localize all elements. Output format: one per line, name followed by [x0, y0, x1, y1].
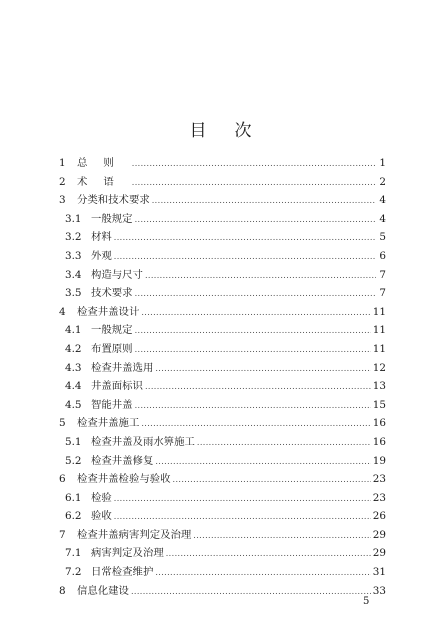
- toc-entry: [59, 544, 386, 563]
- toc-entry: [59, 340, 386, 359]
- toc-entry: [59, 359, 386, 378]
- toc-entry-number: 4.5: [65, 398, 82, 411]
- toc-entry-number: 4.3: [65, 361, 82, 374]
- dot-leader: [131, 587, 371, 596]
- toc-entry-label: 总则: [77, 157, 130, 169]
- dot-leader: [114, 233, 376, 242]
- dot-leader: [135, 401, 371, 410]
- toc-entry-label: 一般规定: [91, 324, 133, 337]
- dot-leader: [145, 271, 376, 280]
- toc-entry: [59, 321, 386, 340]
- toc-entry-label: 材料: [91, 231, 112, 244]
- toc-entry: [59, 247, 386, 266]
- toc-entry-number: 4.4: [65, 380, 82, 393]
- dot-leader: [135, 345, 371, 354]
- toc-entry-page: 1: [379, 157, 386, 169]
- toc-entry-page: 31: [372, 566, 386, 579]
- toc-entry-label: 一般规定: [91, 212, 133, 225]
- toc-entry-page: 29: [372, 547, 386, 560]
- page-title: [0, 116, 441, 141]
- toc-entry-page: 4: [379, 212, 386, 225]
- toc-entry-number: 8: [59, 584, 66, 597]
- toc-entry-page: 7: [379, 268, 386, 281]
- toc-entry-label: 信息化建设: [77, 584, 129, 597]
- dot-leader: [145, 382, 371, 391]
- toc-entry-page: 11: [372, 342, 386, 355]
- toc-entry-number: 3.1: [65, 212, 82, 225]
- dot-leader: [155, 457, 370, 466]
- toc-entry: [59, 210, 386, 229]
- toc-entry-number: 2: [59, 175, 66, 188]
- dot-leader: [197, 438, 371, 447]
- toc-entry: [59, 173, 386, 192]
- toc-entry-page: 7: [379, 287, 386, 300]
- dot-leader: [132, 159, 376, 168]
- toc-entry-number: 4.2: [65, 342, 82, 355]
- dot-leader: [135, 289, 376, 298]
- toc-entry-label: 检验: [91, 491, 112, 504]
- toc-entry-page: 23: [372, 491, 386, 504]
- toc-entry: [59, 414, 386, 433]
- toc-entry: [59, 526, 386, 545]
- toc-entry-number: 7.2: [65, 566, 82, 579]
- toc-entry: [59, 154, 386, 173]
- toc-entry-page: 33: [372, 584, 386, 597]
- toc-entry-label: 技术要求: [91, 287, 133, 300]
- toc-entry: [59, 470, 386, 489]
- toc-entry: [59, 284, 386, 303]
- toc-entry-label: 检查井盖施工: [77, 417, 140, 430]
- toc-entry: [59, 582, 386, 601]
- toc-entry-page: 16: [372, 417, 386, 430]
- dot-leader: [132, 178, 376, 187]
- toc-entry: [59, 303, 386, 322]
- toc-entry: [59, 191, 386, 210]
- toc-entry-number: 3.4: [65, 268, 82, 281]
- toc-entry: [59, 266, 386, 285]
- toc-entry: [59, 563, 386, 582]
- title-part-1: 目: [189, 121, 207, 141]
- dot-leader: [114, 252, 376, 261]
- toc-entry-page: 26: [372, 510, 386, 523]
- toc-entry: [59, 228, 386, 247]
- dot-leader: [141, 419, 370, 428]
- toc-entry-label: 外观: [91, 249, 112, 262]
- toc-entry-page: 15: [372, 398, 386, 411]
- toc-entry: [59, 507, 386, 526]
- dot-leader: [114, 512, 371, 521]
- toc-entry-label: 检查井盖及雨水箅施工: [91, 435, 195, 448]
- toc-entry-label: 分类和技术要求: [77, 194, 150, 207]
- dot-leader: [141, 308, 370, 317]
- toc-entry-label: 检查井盖病害判定及治理: [77, 528, 192, 541]
- toc-entry-label: 日常检查维护: [91, 566, 154, 579]
- toc-entry-number: 7: [59, 528, 66, 541]
- toc-entry: [59, 452, 386, 471]
- toc-entry-page: 29: [372, 528, 386, 541]
- toc-entry-page: 11: [372, 324, 386, 337]
- toc-entry-number: 4: [59, 305, 66, 318]
- toc-entry: [59, 396, 386, 415]
- toc-entry-label: 术语: [77, 175, 130, 188]
- dot-leader: [166, 549, 371, 558]
- toc-entry: [59, 433, 386, 452]
- toc-entry-page: 23: [372, 473, 386, 486]
- dot-leader: [152, 196, 376, 205]
- toc-entry-number: 3: [59, 194, 66, 207]
- dot-leader: [155, 364, 370, 373]
- dot-leader: [135, 215, 376, 224]
- toc-entry-number: 6.1: [65, 491, 82, 504]
- title-part-2: 次: [234, 121, 252, 141]
- dot-leader: [193, 531, 370, 540]
- toc-entry-number: 6.2: [65, 510, 82, 523]
- toc-entry-label: 构造与尺寸: [91, 268, 143, 281]
- toc-entry: [59, 377, 386, 396]
- dot-leader: [114, 494, 371, 503]
- toc-entry-label: 检查井盖选用: [91, 361, 154, 374]
- toc-entry-page: 12: [372, 361, 386, 374]
- toc-entry-number: 5: [59, 417, 66, 430]
- toc-entry-number: 5.1: [65, 435, 82, 448]
- toc-entry-page: 2: [379, 175, 386, 188]
- toc-entry-number: 4.1: [65, 324, 82, 337]
- toc-entry-label: 布置原则: [91, 342, 133, 355]
- table-of-contents: [59, 154, 386, 600]
- toc-entry-page: 6: [379, 249, 386, 262]
- toc-entry-number: 3.2: [65, 231, 82, 244]
- page-number: 5: [363, 596, 370, 607]
- toc-entry-page: 16: [372, 435, 386, 448]
- toc-entry-number: 6: [59, 473, 66, 486]
- toc-entry-label: 检查井盖修复: [91, 454, 154, 467]
- toc-entry-page: 4: [379, 194, 386, 207]
- dot-leader: [135, 326, 371, 335]
- toc-entry: [59, 489, 386, 508]
- dot-leader: [155, 568, 370, 577]
- toc-entry-label: 智能井盖: [91, 398, 133, 411]
- toc-entry-number: 3.3: [65, 249, 82, 262]
- toc-entry-page: 5: [379, 231, 386, 244]
- toc-entry-page: 19: [372, 454, 386, 467]
- dot-leader: [173, 475, 371, 484]
- toc-entry-label: 井盖面标识: [91, 380, 143, 393]
- toc-entry-label: 病害判定及治理: [91, 547, 164, 560]
- toc-entry-label: 检查井盖检验与验收: [77, 473, 171, 486]
- toc-entry-label: 检查井盖设计: [77, 305, 140, 318]
- toc-entry-number: 5.2: [65, 454, 82, 467]
- toc-entry-number: 1: [59, 157, 66, 169]
- toc-entry-number: 3.5: [65, 287, 82, 300]
- toc-entry-number: 7.1: [65, 547, 82, 560]
- toc-entry-label: 验收: [91, 510, 112, 523]
- toc-entry-page: 11: [372, 305, 386, 318]
- toc-entry-page: 13: [372, 380, 386, 393]
